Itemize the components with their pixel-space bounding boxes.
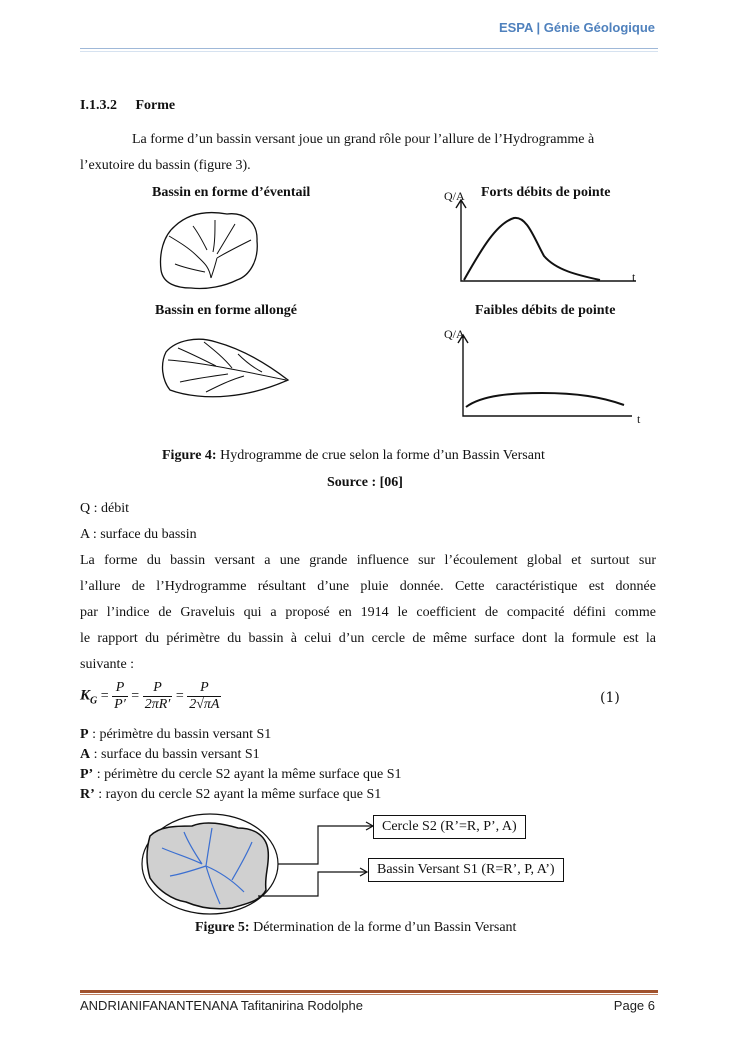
definition-p-term: P	[80, 727, 89, 742]
low-peak-hydrograph	[452, 333, 642, 423]
definition-r-prime-term: R’	[80, 787, 95, 802]
body-line-4: le rapport du périmètre du bassin à celui d’un cercle de même surface dont la formule est la	[80, 631, 656, 646]
footer-page-number: Page 6	[613, 998, 655, 1013]
definition-p-text: : périmètre du bassin versant S1	[88, 727, 272, 742]
axis-x-label-bottom: t	[637, 412, 641, 426]
body-line-2: l’allure de l’Hydrogramme résultant d’une pluie donnée. Cette caractéristique est donnée	[80, 579, 656, 594]
high-peak-label: Forts débits de pointe	[481, 185, 611, 200]
definition-p-prime-term: P’	[80, 767, 94, 782]
eq-fraction-2	[143, 680, 173, 713]
figure-4-caption-text: Hydrogramme de crue selon la forme d’un Bassin Versant	[216, 448, 545, 463]
elongated-basin-drawing	[158, 330, 293, 400]
eq-fraction-3	[187, 680, 221, 713]
legend-q: Q : débit	[80, 501, 129, 516]
header-rule-light	[80, 51, 658, 52]
section-number: I.1.3.2	[80, 98, 117, 113]
eq-sign-2: =	[131, 688, 140, 704]
header-rule	[80, 48, 658, 49]
figure-5-drawing	[140, 810, 380, 920]
figure-5-caption	[195, 920, 516, 936]
footer-rule-light	[80, 994, 658, 995]
section-title: Forme	[135, 98, 176, 113]
eq-f1-den: P′	[114, 697, 126, 712]
definition-r-prime	[80, 787, 381, 803]
figure-4-caption	[162, 448, 545, 464]
eq-f2-den: 2πR′	[144, 697, 171, 712]
section-heading	[80, 98, 175, 114]
figure-4-caption-label: Figure 4:	[162, 448, 217, 463]
eq-f2-num: P	[143, 680, 173, 697]
high-peak-hydrograph	[452, 198, 642, 286]
footer-author: ANDRIANIFANANTENANA Tafitanirina Rodolphe	[80, 998, 363, 1013]
eq-f3-den: 2√πA	[189, 697, 220, 712]
body-line-1: La forme du bassin versant a une grande influence sur l’écoulement global et surtout sur	[80, 553, 656, 568]
axis-x-label-top: t	[632, 270, 636, 284]
eq-sign-1: =	[100, 688, 109, 704]
figure-5-caption-label: Figure 5:	[195, 920, 250, 935]
definition-p	[80, 727, 271, 743]
eq-f1-num: P	[112, 680, 128, 697]
eq-lhs: K	[80, 687, 91, 704]
legend-a: A : surface du bassin	[80, 527, 197, 542]
fan-basin-label: Bassin en forme d’éventail	[152, 185, 311, 200]
definition-a	[80, 747, 260, 763]
definition-a-term: A	[80, 747, 91, 762]
eq-fraction-1	[112, 680, 128, 713]
eq-lhs-sub: G	[90, 695, 98, 707]
intro-line-1: La forme d’un bassin versant joue un grand rôle pour l’allure de l’Hydrogramme à	[132, 132, 595, 147]
running-header: ESPA | Génie Géologique	[498, 20, 655, 35]
compactness-equation	[80, 680, 221, 713]
elongated-basin-label: Bassin en forme allongé	[155, 303, 297, 318]
intro-line-2: l’exutoire du bassin (figure 3).	[80, 158, 251, 173]
figure-5-caption-text: Détermination de la forme d’un Bassin Versant	[249, 920, 517, 935]
fan-basin-drawing	[155, 206, 265, 294]
eq-f3-num: P	[187, 680, 221, 697]
basin-s1-box: Bassin Versant S1 (R=R’, P, A’)	[368, 858, 564, 882]
figure-4-source: Source : [06]	[327, 475, 403, 490]
footer-rule	[80, 990, 658, 993]
definition-p-prime	[80, 767, 401, 783]
definition-r-prime-text: : rayon du cercle S2 ayant la même surface que S1	[94, 787, 382, 802]
definition-a-text: : surface du bassin versant S1	[90, 747, 260, 762]
axis-y-label-bottom: Q/A	[444, 327, 465, 341]
equation-number: (1)	[600, 690, 620, 706]
circle-s2-box: Cercle S2 (R’=R, P’, A)	[373, 815, 526, 839]
definition-p-prime-text: : périmètre du cercle S2 ayant la même surface que S1	[93, 767, 402, 782]
eq-sign-3: =	[175, 688, 184, 704]
low-peak-label: Faibles débits de pointe	[475, 303, 616, 318]
body-line-5: suivante :	[80, 657, 135, 672]
axis-y-label-top: Q/A	[444, 189, 465, 203]
body-line-3: par l’indice de Graveluis qui a proposé en 1914 le coefficient de compacité défini comme	[80, 605, 656, 620]
